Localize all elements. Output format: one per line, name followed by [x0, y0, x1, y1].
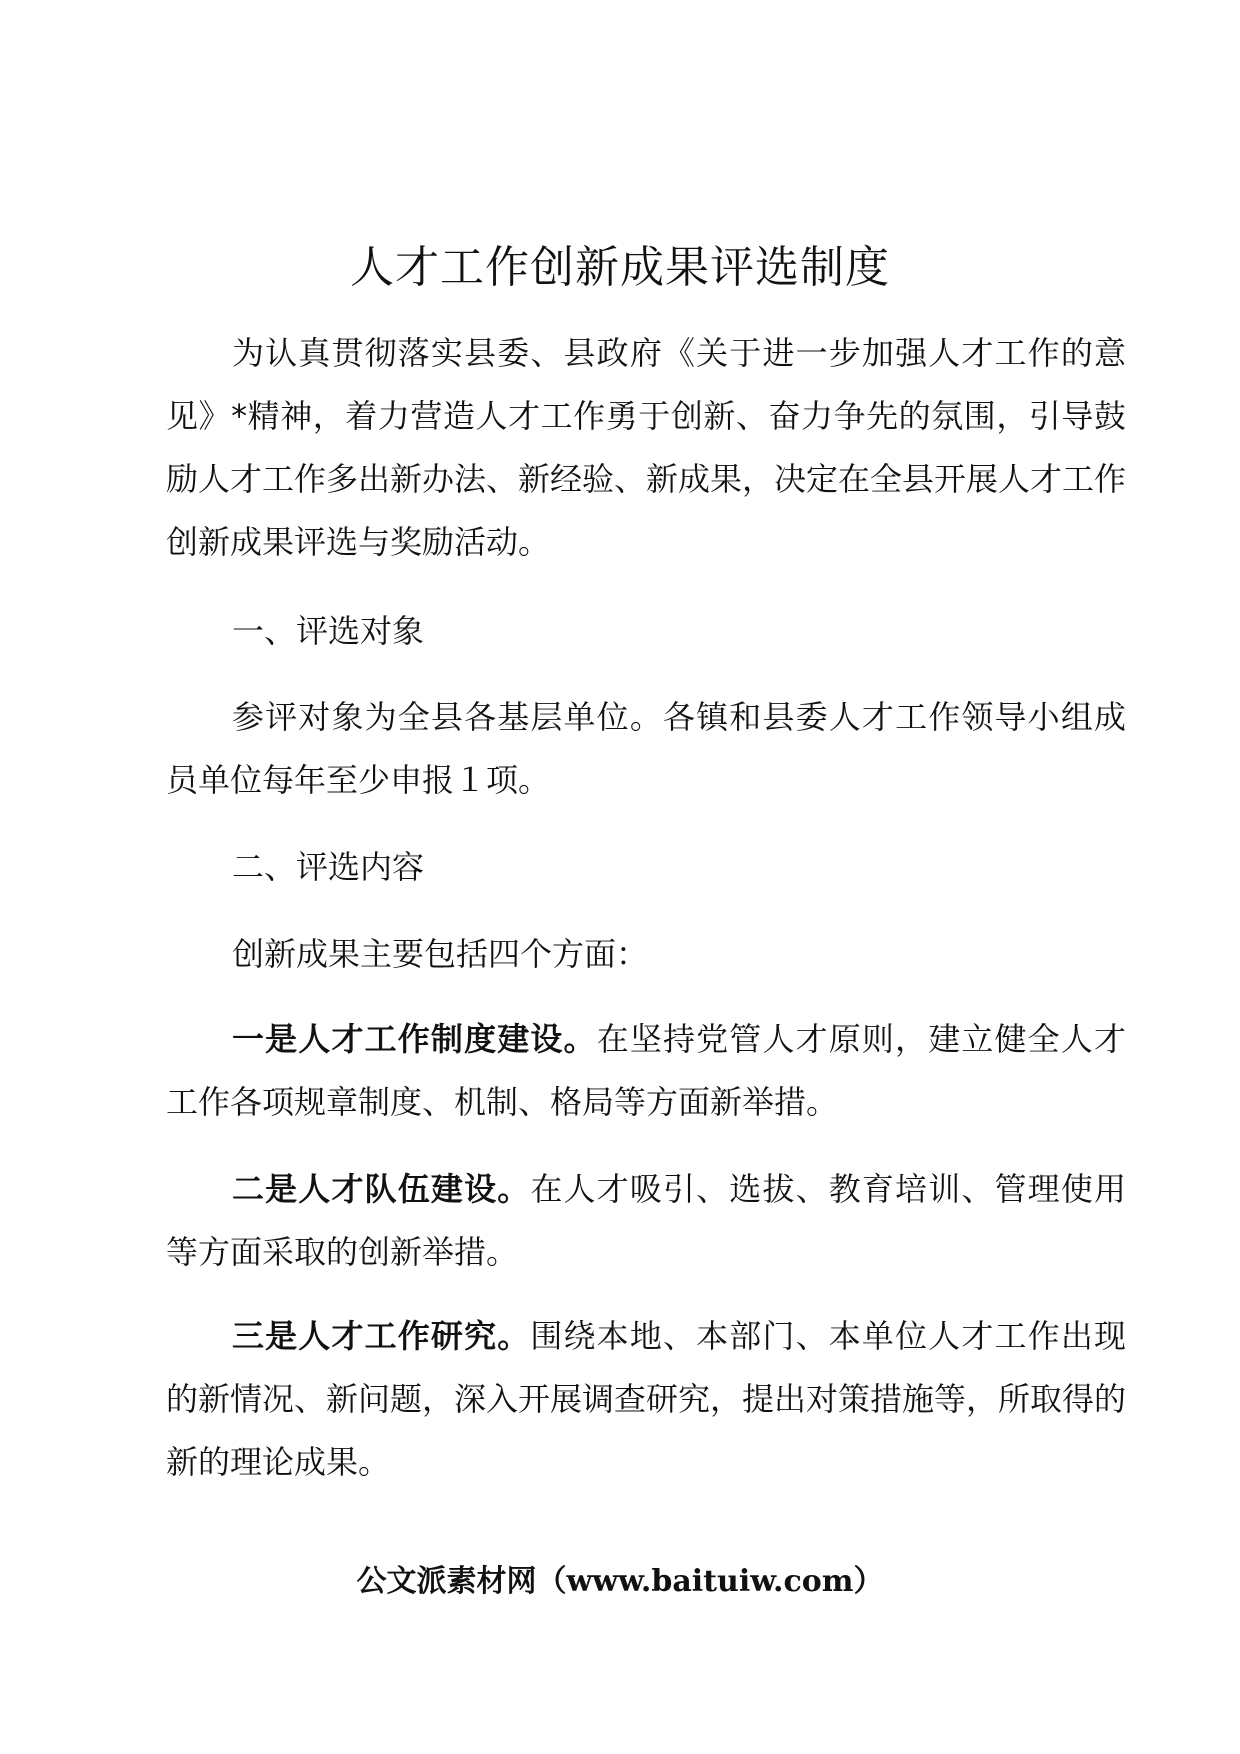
content-item-3-text: 围绕本地、本部门、本单位人才工作出现的新情况、新问题，深入开展调查研究，提出对策措施等，所取得的新的理论成果。 [166, 1317, 1127, 1481]
content-item-2-text: 在人才吸引、选拔、教育培训、管理使用等方面采取的创新举措。 [166, 1170, 1126, 1271]
section-heading-content: 二、评选内容 [232, 848, 425, 886]
content-item-3-lead: 三是人才工作研究。 [232, 1317, 531, 1355]
footer-watermark: 公文派素材网（www.baituiw.com） [356, 1564, 884, 1599]
section-heading-targets: 一、评选对象 [232, 612, 425, 650]
content-item-2-lead: 二是人才队伍建设。 [232, 1170, 531, 1208]
content-item-1 [166, 1008, 1126, 1134]
content-item-3 [166, 1305, 1126, 1494]
content-item-1-text: 在坚持党管人才原则，建立健全人才工作各项规章制度、机制、格局等方面新举措。 [166, 1020, 1126, 1121]
document-title: 人才工作创新成果评选制度 [350, 242, 890, 293]
content-item-2 [166, 1158, 1126, 1284]
intro-paragraph: 为认真贯彻落实县委、县政府《关于进一步加强人才工作的意见》*精神，着力营造人才工作勇于创新、奋力争先的氛围，引导鼓励人才工作多出新办法、新经验、新成果，决定在全县开展人才工作创新成果评选与奖励活动。 [166, 334, 1127, 561]
content-item-1-lead: 一是人才工作制度建设。 [232, 1020, 597, 1058]
content-lead-paragraph: 创新成果主要包括四个方面： [232, 935, 649, 973]
section-targets-paragraph: 参评对象为全县各基层单位。各镇和县委人才工作领导小组成员单位每年至少申报１项。 [166, 698, 1126, 799]
